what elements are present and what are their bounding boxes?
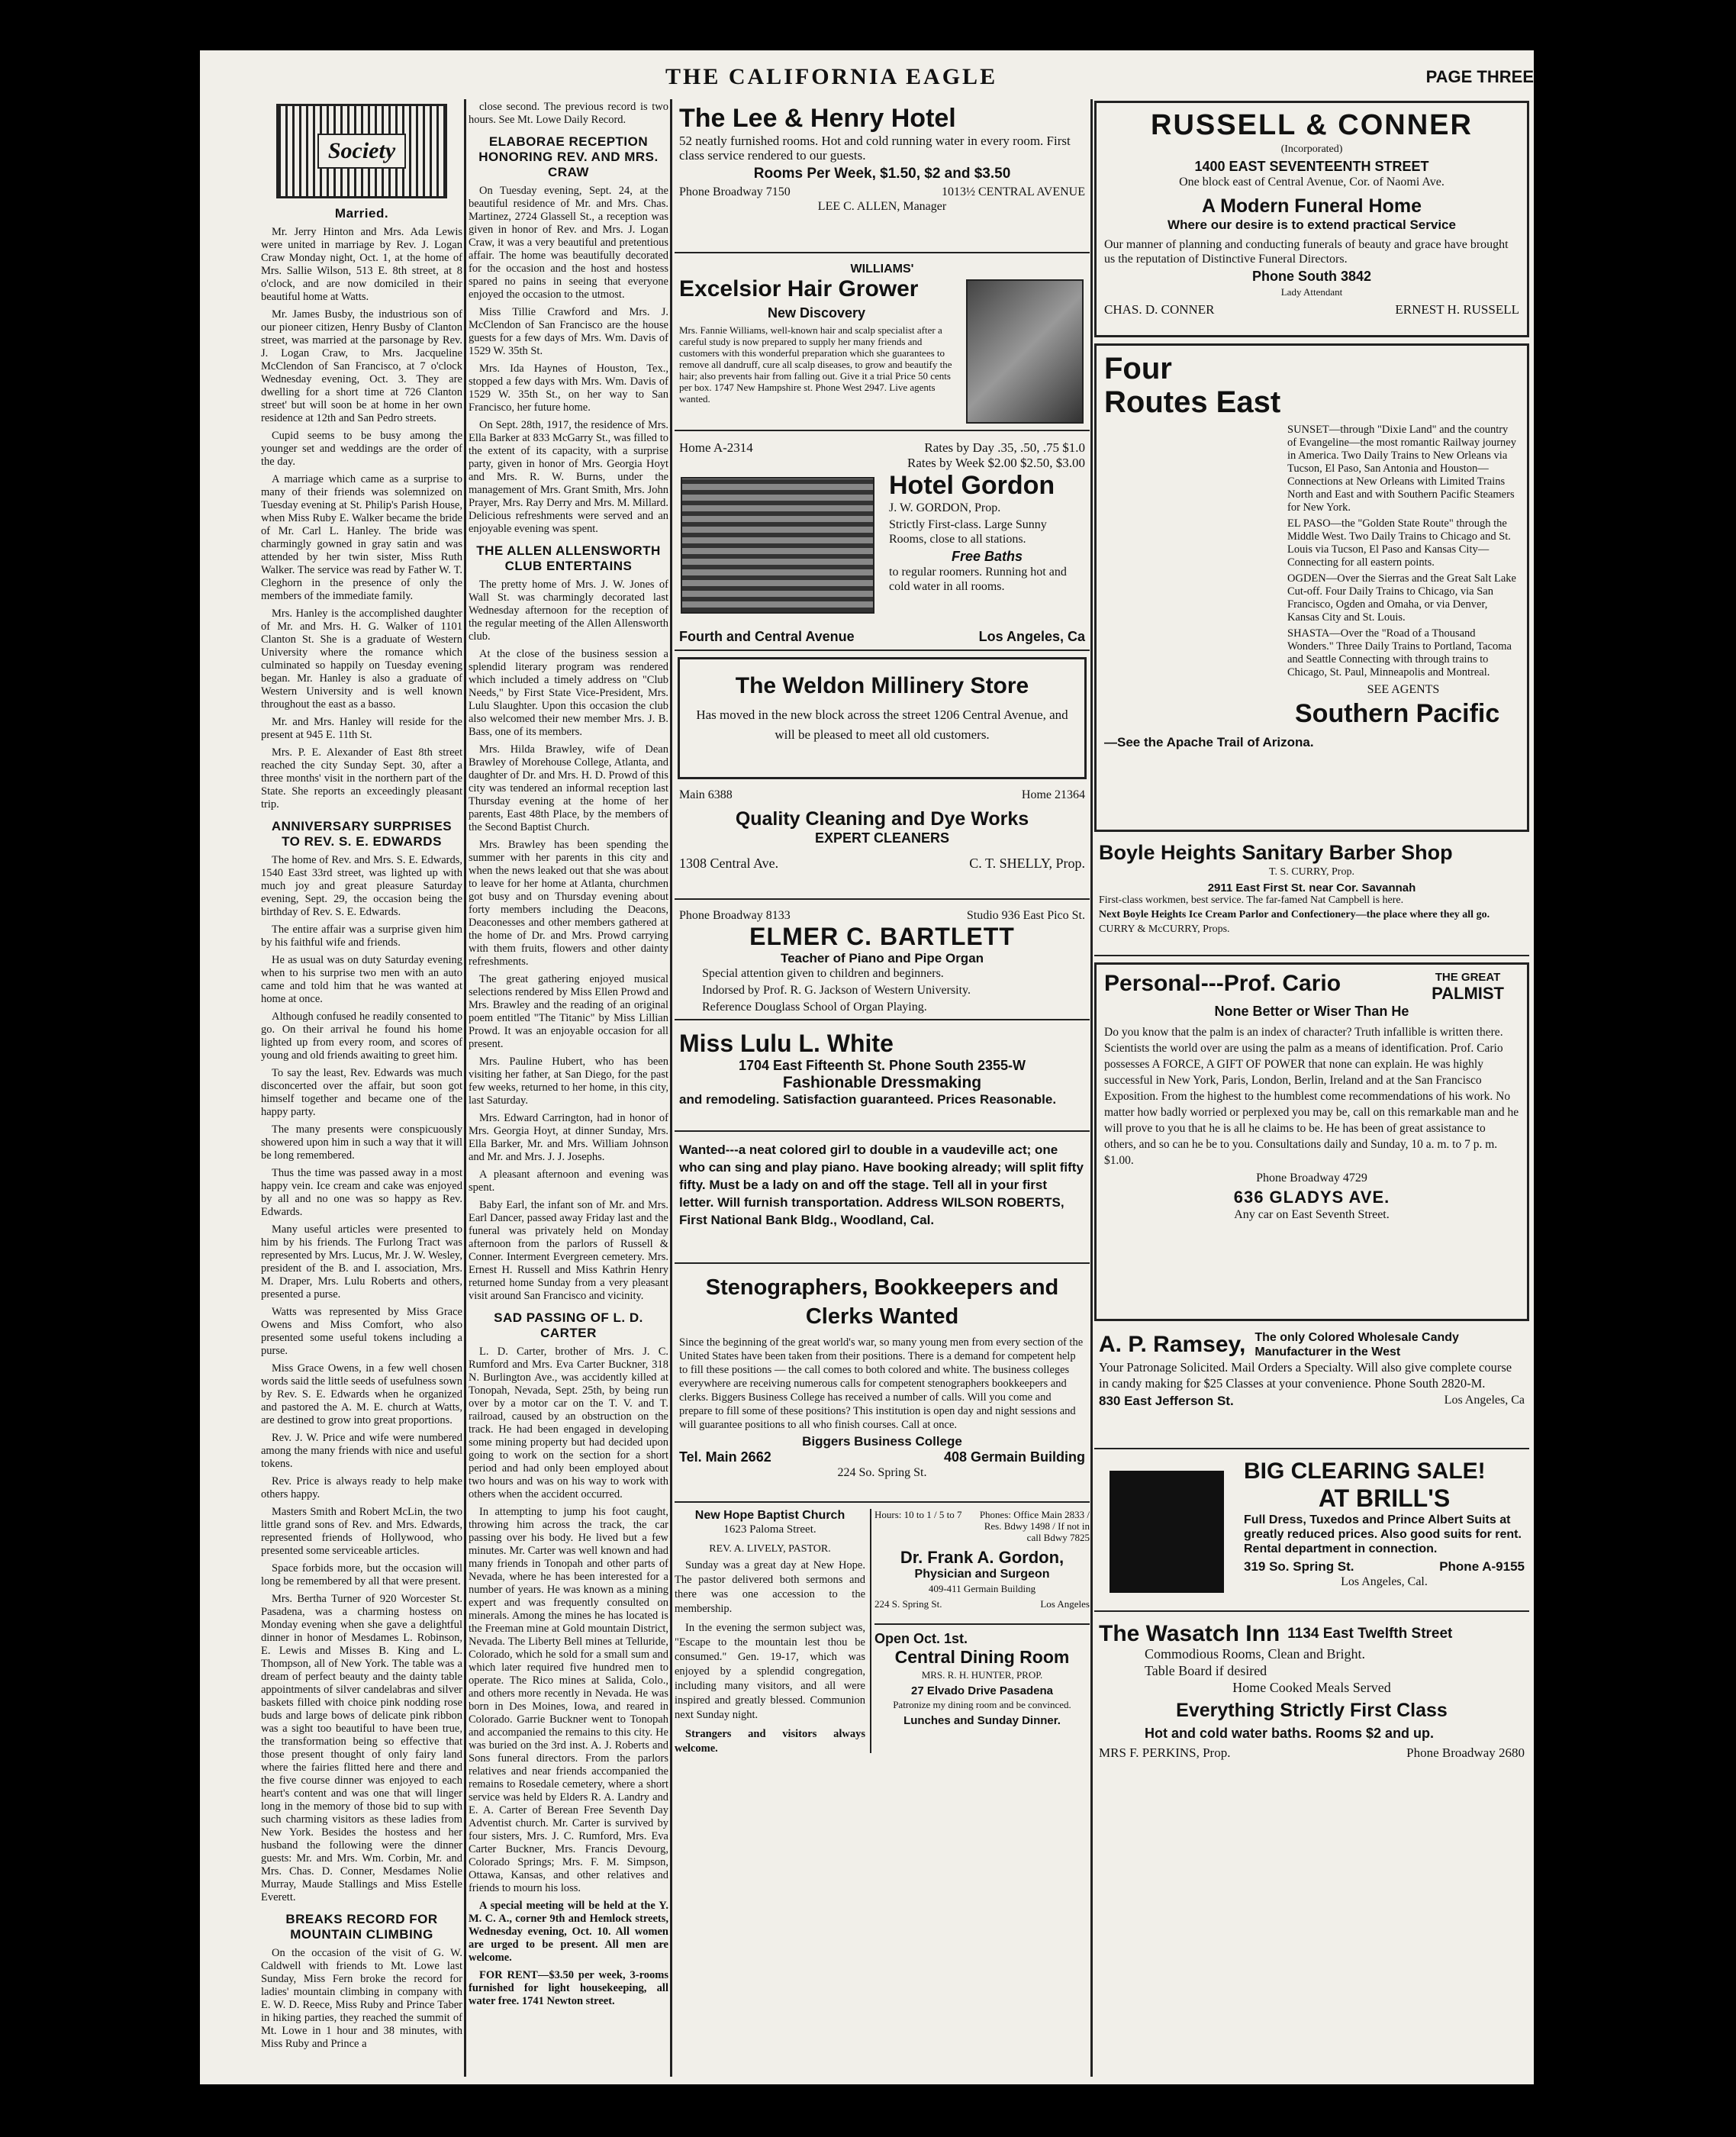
ad-address: 409-411 Germain Building (928, 1583, 1036, 1594)
article-paragraph: Many useful articles were presented to him by his friends. The Furlong Tract was represented by Mrs. Lucus, Mr. J. W. Wesley, president of the B. and I. association, Mrs. M. Draper, Mrs. Lulu Roberts and others, presented a purse. (261, 1223, 462, 1301)
ad-rates: Rates by Week $2.00 $2.50, $3.00 (907, 456, 1085, 470)
ad-text: —See the Apache Trail of Arizona. (1104, 735, 1314, 749)
ad-tagline: The only Colored Wholesale Candy Manufacturer in the West (1254, 1331, 1459, 1359)
ad-subtitle: Fashionable Dressmaking (782, 1074, 982, 1091)
article-paragraph: The entire affair was a surprise given him by his faithful wife and friends. (261, 923, 462, 949)
ad-text: 52 neatly furnished rooms. Hot and cold running water in every room. First class service rendered to our guests. (679, 134, 1071, 163)
article-paragraph: Cupid seems to be busy among the younger set and weddings are the order of the day. (261, 430, 462, 468)
ad-address: 830 East Jefferson St. (1099, 1394, 1234, 1408)
ad-russell-conner (1094, 101, 1529, 337)
route-shasta: SHASTA—Over the "Road of a Thousand Wonders." Three Daily Trains to Portland, Tacoma and Seattle Connecting with through trains to Chicago, St. Paul, Minneapolis and Montreal. (1287, 627, 1512, 678)
column-rule (464, 99, 466, 2077)
ad-title: Hotel Gordon (889, 471, 1055, 500)
ad-title: Boyle Heights Sanitary Barber Shop (1099, 841, 1453, 864)
ad-brand: Southern Pacific (1295, 699, 1500, 728)
ad-address: 1308 Central Ave. (679, 856, 779, 871)
ad-text: Lady Attendant (1280, 286, 1343, 298)
page-number: PAGE THREE (1425, 67, 1534, 86)
ad-college: Biggers Business College (802, 1434, 962, 1449)
ad-hours: Hours: 10 to 1 / 5 to 7 (874, 1509, 962, 1520)
article-paragraph: Mrs. Pauline Hubert, who has been visiting her father, at San Diego, for the past few weeks, returned to her home, in this city, last Saturday. (469, 1056, 668, 1107)
article-paragraph: Masters Smith and Robert McLin, the two little grand sons of Rev. and Mrs. Edwards, represented friends of Hollywood, who presented some serviceable articles. (261, 1506, 462, 1557)
ad-phone: Phone A-9155 (1439, 1559, 1525, 1574)
ad-top: Open Oct. 1st. (874, 1631, 968, 1646)
ad-title: Excelsior Hair Grower (679, 276, 919, 301)
ad-hotel-gordon (675, 437, 1090, 651)
ad-text: Has moved in the new block across the street 1206 Central Avenue, and will be pleased to meet all old customers. (696, 707, 1068, 742)
newspaper-page (200, 50, 1534, 2084)
ad-title: Central Dining Room (894, 1647, 1070, 1667)
article-heading: ELABORAE RECEPTION HONORING REV. AND MRS. CRAW (478, 134, 659, 179)
ad-text: Since the beginning of the great world's war, so many young men from every section of the United States have been taken from their positions. There is a demand for competent help to fill these positions — the call comes to both colored and white. The business colleges everywhere are receiving numerous calls for competent stenographers bookkeepers and clerks. Biggers Business College has received a number of calls. Will you come and prepare to fill some of these positions? This institution is open day and night sessions and will guarantee positions to all who finish courses. Call at once. (679, 1336, 1084, 1431)
ad-title: Quality Cleaning and Dye Works (735, 808, 1029, 830)
ad-title: The Lee & Henry Hotel (679, 104, 956, 133)
ad-rates: Rates by Day .35, .50, .75 $1.0 (924, 440, 1085, 455)
ad-title: A. P. Ramsey, (1099, 1332, 1246, 1357)
article-heading: THE ALLEN ALLENSWORTH CLUB ENTERTAINS (476, 543, 661, 573)
column-ads-center (675, 101, 1090, 2077)
article-paragraph: Baby Earl, the infant son of Mr. and Mrs. Earl Dancer, passed away Friday last and the funeral was privately held on Monday afternoon from the parlors of Russell & Conner. Interment Evergreen cemetery. Mrs. Ernest H. Russell and Miss Kathrin Henry returned home Sunday from a very pleasant visit around San Francisco and vicinity. (469, 1199, 668, 1302)
route-ogden: OGDEN—Over the Sierras and the Great Salt Lake Cut-off. Four Daily Trains to Chicago, via San Francisco, Ogden and Omaha, or via Denver, Kansas City and St. Louis. (1287, 572, 1516, 624)
church-notice (675, 1509, 871, 1753)
ad-city: Los Angeles, Ca (1444, 1394, 1525, 1407)
article-paragraph: FOR RENT—$3.50 per week, 3-rooms furnished for light housekeeping, all water free. 1741 Newton street. (469, 1969, 668, 2007)
ad-title: Dr. Frank A. Gordon, (900, 1548, 1064, 1567)
church-address: 1623 Paloma Street. (723, 1523, 816, 1536)
ad-text: First-class workmen, best service. The far-famed Nat Campbell is here. (1099, 894, 1404, 906)
ad-city: Los Angeles, Cal. (1341, 1575, 1428, 1588)
ad-lee-henry-hotel (675, 101, 1090, 253)
ad-address: 1013½ CENTRAL AVENUE (942, 185, 1085, 198)
ad-text: Indorsed by Prof. R. G. Jackson of Western University. (702, 984, 971, 997)
ad-subtitle: New Discovery (767, 305, 866, 321)
ad-subtitle: EXPERT CLEANERS (814, 830, 950, 846)
ad-subtitle: A Modern Funeral Home (1202, 195, 1422, 217)
ad-address: 408 Germain Building (943, 1449, 1085, 1465)
ad-text: CURRY & McCURRY, Props. (1099, 923, 1230, 935)
article-paragraph: The many presents were conspicuously showered upon him in such a way that it will be long remembered. (261, 1123, 462, 1162)
society-label: Society (317, 134, 406, 169)
church-title: New Hope Baptist Church (694, 1509, 845, 1522)
ad-southern-pacific (1094, 343, 1529, 832)
ad-rates: Rooms Per Week, $1.50, $2 and $3.50 (753, 166, 1011, 182)
ad-text: Your Patronage Solicited. Mail Orders a Specialty. Will also give complete course in candy making for $25 Classes at your convenience. Phone South 2820-M. (1099, 1360, 1512, 1391)
article-paragraph: On Sept. 28th, 1917, the residence of Mrs. Ella Barker at 833 McGarry St., was filled to the extent of its capacity, with a surprise party, given in honor of Mrs. Georgia Hoyt and Mrs. R. W. Burns, under the management of Mrs. Grant Smith, Mrs. John Prayer, Mrs. Ray Derry and Mrs. M. Millard. Delicious refreshments were served and an enjoyable evening was spent. (469, 419, 668, 535)
ad-city: Los Angeles (1040, 1598, 1090, 1610)
portrait-photo (966, 279, 1084, 424)
ad-elmer-bartlett (675, 906, 1090, 1020)
society-banner (276, 104, 447, 198)
column-news (469, 101, 668, 2077)
ad-phone: Main 6388 (679, 788, 733, 801)
article-paragraph: In the evening the sermon subject was, "Escape to the mountain lest thou be consumed." Gen. 19-17, which was enjoyed by a splendid congregation, including many visitors, and all were inspired and greatly blessed. Communion next Sunday night. (675, 1622, 865, 1721)
ad-text: Next Boyle Heights Ice Cream Parlor and Confectionery—the place where they all go. (1099, 909, 1490, 920)
ad-lulu-white (675, 1027, 1090, 1132)
ad-text: Commodious Rooms, Clean and Bright. (1145, 1646, 1366, 1662)
ad-prof-cario (1094, 962, 1529, 1321)
column-ads-right (1094, 101, 1529, 2077)
ad-text: Full Dress, Tuxedos and Prince Albert Suits at greatly reduced prices. Also good suits for rent. Rental department in connection. (1244, 1513, 1522, 1555)
ad-manager: LEE C. ALLEN, Manager (817, 200, 947, 213)
article-paragraph: Watts was represented by Miss Grace Owens and Miss Comfort, who also presented some useful tokens including a purse. (261, 1306, 462, 1357)
ad-text: Mrs. Fannie Williams, well-known hair and scalp specialist after a careful study is now prepared to supply her many friends and customers with this wonderful preparation which she guarantees to remove all dandruff, cure all scalp diseases, to grow and beautify the hair; also prevents hair from falling out. Give it a trial Price 50 cents per box. 1747 New Hampshire st. Phone West 2947. Live agents wanted. (679, 324, 952, 405)
ad-title: The Weldon Millinery Store (735, 673, 1029, 698)
ad-name: ERNEST H. RUSSELL (1395, 302, 1519, 317)
ad-text: Patronize my dining room and be convinced. (893, 1699, 1071, 1710)
article-paragraph: Mrs. P. E. Alexander of East 8th street reached the city Sunday Sept. 30, after a three months' visit in the northern part of the State. She reports an exceedingly pleasant trip. (261, 746, 462, 811)
ad-central-dining (874, 1631, 1090, 1753)
ad-ap-ramsey (1094, 1327, 1529, 1449)
ad-highlight: Free Baths (951, 549, 1023, 564)
article-paragraph: Sunday was a great day at New Hope. The pastor delivered both sermons and there was one accession to the membership. (675, 1559, 865, 1615)
column-rule (670, 99, 672, 2077)
ad-title: RUSSELL & CONNER (1151, 109, 1473, 141)
article-paragraph: close second. The previous record is two hours. See Mt. Lowe Daily Record. (469, 101, 668, 126)
ad-address: 1400 EAST SEVENTEENTH STREET (1194, 159, 1429, 174)
article-heading: Married. (334, 206, 389, 221)
ad-phone: Home A-2314 (679, 440, 753, 455)
ad-subtitle: None Better or Wiser Than He (1214, 1004, 1409, 1019)
article-paragraph: Rev. Price is always ready to help make others happy. (261, 1475, 462, 1500)
ad-address: 319 So. Spring St. (1244, 1559, 1354, 1574)
ad-title: Routes East (1104, 385, 1281, 419)
ad-phone: Home 21364 (1021, 788, 1085, 801)
ad-text: and remodeling. Satisfaction guaranteed. Prices Reasonable. (679, 1092, 1057, 1107)
ad-address: Fourth and Central Avenue (679, 629, 855, 644)
ad-text: to regular roomers. Running hot and cold water in all rooms. (889, 566, 1067, 593)
article-heading: SAD PASSING OF L. D. CARTER (494, 1310, 643, 1340)
ad-title: ELMER C. BARTLETT (749, 923, 1015, 950)
ad-frank-gordon (874, 1509, 1090, 1625)
article-paragraph: L. D. Carter, brother of Mrs. J. C. Rumford and Mrs. Eva Carter Buckner, 318 N. Burlington Ave., was accidently killed at Tonopah, Nevada, Sept. 25th, by being run over by a motor car on the T. V. and T. railroad, caused by an obstruction on the track. He had been engaged in developing some mining property but had decided upon going to work on the section for a short period and had only been employed about two hours and was on his way to work with others when the accident occurred. (469, 1346, 668, 1500)
ad-biggers-college (675, 1270, 1090, 1503)
article-paragraph: Mrs. Hanley is the accomplished daughter of Mr. and Mrs. H. G. Walker of 1101 Clanton St. She is a graduate of Western University where the romance which culminated so happily on Tuesday evening began. Mr. Hanley is also a graduate of Western University and is well known throughout the east as a basso. (261, 608, 462, 711)
article-paragraph: The home of Rev. and Mrs. S. E. Edwards, 1540 East 33rd street, was lighted up with much joy and great pleasure Saturday evening, Sept. 29, the occasion being the birthday of Rev. S. E. Edwards. (261, 854, 462, 918)
article-paragraph: On Tuesday evening, Sept. 24, at the beautiful residence of Mr. and Mrs. Chas. Martinez, 2724 Glassell St., a reception was given in honor of Rev. and Mrs. J. Logan Craw, it was a very beautiful and pretentious affair. The home was beautifully decorated for the occasion and the host and hostess spared no pains in seeing that everyone enjoyed the occasion to the utmost. (469, 185, 668, 301)
ad-text: Lunches and Sunday Dinner. (903, 1714, 1061, 1727)
ad-phone: Tel. Main 2662 (679, 1449, 771, 1465)
article-paragraph: Mrs. Hilda Brawley, wife of Dean Brawley of Morehouse College, Atlanta, and daughter of Dr. and Mrs. H. D. Prowd of this city was tendered an informal reception last Thursday evening at the home of her parents, East 48th Place, by the members of the Second Baptist Church. (469, 743, 668, 833)
ad-label: PALMIST (1432, 984, 1504, 1003)
ad-text: Home Cooked Meals Served (1232, 1680, 1391, 1695)
article-paragraph: Mrs. Bertha Turner of 920 Worcester St. Pasadena, was a charming hostess on Monday evening when she gave a delightful dinner in honor of Mesdames L. Robinson, E. Lewis and Misses B. King and L. Thompson, all of New York. The table was a dream of perfect beauty and the dainty table appointments of silver candelabras and silver baskets filled with choice pink nodding rose buds and large bows of delicate pink ribbon was a sight too beautiful to have been true, the transformation being so effective that those present thought of only fairy land where the fairies flitted here and there and the five course dinner was enjoyed to each heart's content and was one that will linger long in the memory of those bid to sup with such charming visitors as these ladies from New York. Besides the hostess and her husband the following were the dinner guests: Mr. and Mrs. Wm. Corbin, Mr. and Mrs. Chas. D. Conner, Mesdames Nolie Murray, Maude Stallings and Miss Estelle Everett. (261, 1593, 462, 1903)
article-paragraph: Mr. and Mrs. Hanley will reside for the present at 945 E. 11th St. (261, 716, 462, 741)
ad-proprietor: MRS F. PERKINS, Prop. (1099, 1745, 1231, 1760)
article-paragraph: Although confused he readily consented to go. On their arrival he found his home lighted up from every room, and scores of young and old friends awaiting to greet him. (261, 1010, 462, 1062)
ad-address: 636 GLADYS AVE. (1233, 1188, 1390, 1207)
ad-phone: Phone South 3842 (1251, 269, 1372, 284)
ad-quality-cleaning (675, 785, 1090, 900)
ad-weldon-millinery (678, 657, 1087, 779)
ad-title: BIG CLEARING SALE! (1244, 1459, 1486, 1484)
article-paragraph: Rev. J. W. Price and wife were numbered among the many friends with nice and useful tokens. (261, 1432, 462, 1470)
ad-text: Strictly First-class. Large Sunny Rooms, close to all stations. (889, 518, 1047, 546)
ad-williams-hair-grower (675, 259, 1090, 431)
column-society (261, 101, 462, 2077)
article-paragraph: Mr. Jerry Hinton and Mrs. Ada Lewis were united in marriage by Rev. J. Logan Craw Monday night, Oct. 1, at the home of Mrs. Sallie Wilson, 513 E. 8th street, at 8 o'clock, and are now domiciled in their beautiful home at Watts. (261, 226, 462, 303)
ad-tagline: Where our desire is to extend practical Service (1168, 218, 1456, 232)
article-paragraph: Thus the time was passed away in a most happy vein. Ice cream and cake was enjoyed by all and no one was so happy as Rev. Edwards. (261, 1167, 462, 1218)
ad-incorporated: (Incorporated) (1280, 143, 1343, 155)
article-paragraph: Mr. James Busby, the industrious son of our pioneer citizen, Henry Busby of Clanton street, was married at the parsonage by Rev. J. Logan Craw, to Mrs. Jacqueline McClendon of San Francisco, at 7 o'clock Wednesday evening, Oct. 3. They are dwelling for a short time at 726 Clanton street' but will soon be at home in her own residence at 12th and San Pedro streets. (261, 308, 462, 424)
ad-title: Four (1104, 352, 1172, 385)
article-paragraph: Space forbids more, but the occasion will long be remembered by all that were present. (261, 1562, 462, 1587)
ad-text: One block east of Central Avenue, Cor. of Naomi Ave. (1179, 176, 1445, 189)
lower-center-block (675, 1509, 1090, 1753)
column-rule (1090, 99, 1093, 2077)
ad-address: 1704 East Fifteenth St. Phone South 2355-W (738, 1058, 1026, 1073)
ad-subtitle: Physician and Surgeon (914, 1568, 1050, 1581)
church-pastor: REV. A. LIVELY, PASTOR. (709, 1543, 831, 1555)
ad-address: Studio 936 East Pico St. (966, 909, 1085, 922)
classified-wanted (675, 1138, 1090, 1264)
ad-text: Reference Douglass School of Organ Playing. (702, 1001, 927, 1014)
ad-address: 1134 East Twelfth Street (1287, 1626, 1453, 1642)
ad-label: THE GREAT (1435, 971, 1501, 984)
ad-title: Miss Lulu L. White (679, 1030, 894, 1057)
ad-highlight: Everything Strictly First Class (1176, 1700, 1448, 1721)
ad-text: Our manner of planning and conducting funerals of beauty and grace have brought us the reputation of Distinctive Funeral Directors. (1104, 238, 1509, 266)
article-paragraph: On the occasion of the visit of G. W. Caldwell with friends to Mt. Lowe last Sunday, Miss Fern broke the record for ladies' mountain climbing in company with E. W. D. Reece, Miss Ruby and Prince Taber in hiking parties, they reached the summit of Mt. Lowe in 1 hour and 38 minutes, with Miss Ruby and Prince a (261, 1947, 462, 2050)
article-paragraph: To say the least, Rev. Edwards was much disconcerted over the affair, but soon got himself together and became one of the happy party. (261, 1067, 462, 1118)
ad-phone: Phone Broadway 7150 (679, 185, 791, 198)
ad-title: Stenographers, Bookkeepers and Clerks Wanted (705, 1275, 1059, 1329)
ad-city: Los Angeles, Ca (978, 629, 1085, 644)
ad-text: Special attention given to children and beginners. (702, 967, 944, 980)
article-paragraph: He as usual was on duty Saturday evening when to his surprise two men with an auto came and told him that he was wanted at home at once. (261, 954, 462, 1005)
ad-text: SEE AGENTS (1367, 683, 1440, 696)
ad-phone: Phone Broadway 8133 (679, 909, 791, 922)
masthead: THE CALIFORNIA EAGLE (665, 64, 998, 89)
ad-title: The Wasatch Inn (1099, 1621, 1280, 1646)
ad-title: Personal---Prof. Cario (1104, 971, 1341, 996)
ad-proprietor: MRS. R. H. HUNTER, PROP. (921, 1669, 1043, 1681)
article-paragraph: A marriage which came as a surprise to many of their friends was solemnized on Tuesday evening at St. Philip's Parish House, when Miss Ruby E. Walker became the bride of Mr. Carl L. Hanley. The bride was charmingly gowned in gray satin and was attended by her twin sister, Miss Ruth Walker. The service was read by Father W. T. Cleghorn in the presence of only the members of the immediate family. (261, 473, 462, 602)
ad-phone: Phone Broadway 4729 (1256, 1172, 1367, 1185)
ad-illustration (1110, 1471, 1224, 1593)
ad-phone: Phone Broadway 2680 (1406, 1745, 1525, 1760)
article-paragraph: Mrs. Ida Haynes of Houston, Tex., stopped a few days with Mrs. Wm. Davis of 1529 W. 35th St., on her way to San Francisco, her future home. (469, 363, 668, 414)
article-paragraph: The great gathering enjoyed musical selections rendered by Miss Ellen Prowd and Mrs. Brawley and the reading of an original poem entitled "The Titanic" by Miss Lillian Prowd. It was an enjoyable occasion for all present. (469, 973, 668, 1050)
article-paragraph: Mrs. Brawley has been spending the summer with her parents in this city and when the news leaked out that she was about to leave for her home at Atlanta, churchmen got busy and on Thursday evening about forty members including the Deacons, Deaconesses and other members gathered at the home of Dr. and Mrs. Prowd carrying with them fruits, flowers and other dainty refreshments. (469, 839, 668, 968)
ad-top: WILLIAMS' (850, 263, 914, 276)
article-paragraph: Strangers and visitors always welcome. (675, 1728, 865, 1755)
ad-subtitle: Teacher of Piano and Pipe Organ (780, 951, 984, 965)
article-paragraph: The pretty home of Mrs. J. W. Jones of Wall St. was charmingly decorated last Wednesday afternoon for the reception of the regular meeting of the Allen Allensworth club. (469, 579, 668, 643)
ad-proprietor: T. S. CURRY, Prop. (1269, 866, 1354, 878)
route-el-paso: EL PASO—the "Golden State Route" through the Middle West. Two Daily Trains to Chicago and St. Louis via Tucson, El Paso and Kansas City—Connecting for all eastern points. (1287, 517, 1511, 569)
ad-proprietor: J. W. GORDON, Prop. (889, 501, 1001, 514)
ad-phones: Phones: Office Main 2833 / Res. Bdwy 1498 / If not in call Bdwy 7825 (979, 1509, 1090, 1543)
article-paragraph: Miss Tillie Crawford and Mrs. J. McClendon of San Francisco are the house guests for a few days of Mrs. Wm. Davis of 1529 W. 35th St. (469, 306, 668, 357)
ad-boyle-heights-barber (1094, 838, 1529, 956)
article-paragraph: Mrs. Edward Carrington, had in honor of Mrs. Georgia Hoyt, at dinner Sunday, Mrs. Ella Barker, Mr. and Mrs. William Johnson and Mr. and Mrs. J. J. Josephs. (469, 1112, 668, 1163)
ad-text: Do you know that the palm is an index of character? Truth infallible is written there. Scientists the world over are using the palm as a means of identification. Prof. Cario possesses A FORCE, A GIFT OF POWER that none can explain. He was highly successful in New York, Paris, London, Berlin, Ireland and at the San Francisco Exposition. From the highest to the humblest come recommendations of his work. No matter how badly worried or perplexed you may be, call on this remarkable man and he will prove to you that he is all he claims to be. He has been of great assistance to others, and so can he be to you. Consultations daily and Sunday, 10 a. m. to 7 p. m. $1.00. (1104, 1026, 1519, 1167)
ad-text: Hot and cold water baths. Rooms $2 and up. (1145, 1726, 1435, 1741)
article-heading: ANNIVERSARY SURPRISES TO REV. S. E. EDWARDS (271, 819, 453, 849)
article-heading: BREAKS RECORD FOR MOUNTAIN CLIMBING (285, 1912, 438, 1942)
article-paragraph: In attempting to jump his foot caught, throwing him across the track, the car passing over his body. He lived but a few minutes. Mr. Carter was well known and had many friends in Tonopah and other parts of Nevada, where he has been interested for a number of years. He was known as a mining expert and was frequently consulted on minerals. Among the mines he has located is the Freeman mine at Gold mountain District, Nevada. The Liberty Bell mines at Telluride, Colorado, which he sold for a small sum and which later required five hundred men to operate. The Rico mines at Salida, Colo., and others more recently in Nevada. He was born in Des Moines, Iowa, and reared in Colorado. Garrie Buckner went to Tonopah and accompanied the remains to this city. He was buried on the 3rd inst. A. J. Roberts and Sons funeral directors. From the parlors relatives and near friends accompanied the remains to Rosedale cemetery, where a short service was held by Elders R. A. Landry and E. A. Carter of Berean Free Seventh Day Adventist church. Mr. Carter is survived by four sisters, Mrs. J. C. Rumford, Mrs. Eva Carter Buckner, Mrs. Francis Devourg, Colorado Springs; Mrs. F. M. Simpson, Ottawa, Kansas, and other relatives and friends to mourn his loss. (469, 1506, 668, 1894)
ad-text: Wanted---a neat colored girl to double in a vaudeville act; one who can sing and play piano. Have booking already; will split fifty fifty. Must be a lady on and off the stage. Tell all in your first letter. Will furnish transportation. Address WILSON ROBERTS, First National Bank Bldg., Woodland, Cal. (679, 1143, 1084, 1227)
ad-address: 27 Elvado Drive Pasadena (911, 1684, 1053, 1697)
hotel-illustration (681, 477, 874, 614)
article-paragraph: A special meeting will be held at the Y. M. C. A., corner 9th and Hemlock streets, Wednesday evening, Oct. 10. All women are urged to be present. All men are welcome. (469, 1900, 668, 1964)
article-paragraph: A pleasant afternoon and evening was spent. (469, 1168, 668, 1194)
ad-address: 224 S. Spring St. (874, 1598, 942, 1610)
article-paragraph: At the close of the business session a splendid literary program was rendered which included a timely address on "Club Needs," by First State Vice-President, Mrs. Lulu Slaughter. Upon this occasion the club also welcomed their new member Mrs. J. B. Bass, one of its members. (469, 648, 668, 738)
article-paragraph: Miss Grace Owens, in a few well chosen words said the little seeds of usefulness sown by Rev. S. E. Edwards when he organized and pastored the A. M. E. church at Watts, are destined to grow into great proportions. (261, 1362, 462, 1426)
ad-brills-sale (1094, 1455, 1529, 1612)
ad-title: AT BRILL'S (1318, 1484, 1451, 1512)
ad-text: Table Board if desired (1145, 1663, 1267, 1678)
ad-name: CHAS. D. CONNER (1104, 302, 1215, 317)
ad-proprietor: C. T. SHELLY, Prop. (969, 856, 1085, 871)
route-sunset: SUNSET—through "Dixie Land" and the country of Evangeline—the most romantic Railway journey in America. Two Daily Trains to New Orleans via Tucson, El Paso, San Antonia and Houston—Connections at New Orleans with Limited Trains North and East and with Southern Pacific Steamers for New York. (1287, 424, 1516, 514)
ad-wasatch-inn (1094, 1618, 1529, 1823)
ad-address: 2911 East First St. near Cor. Savannah (1207, 882, 1416, 894)
ad-address: 224 So. Spring St. (837, 1466, 927, 1479)
ad-text: Any car on East Seventh Street. (1234, 1208, 1390, 1221)
